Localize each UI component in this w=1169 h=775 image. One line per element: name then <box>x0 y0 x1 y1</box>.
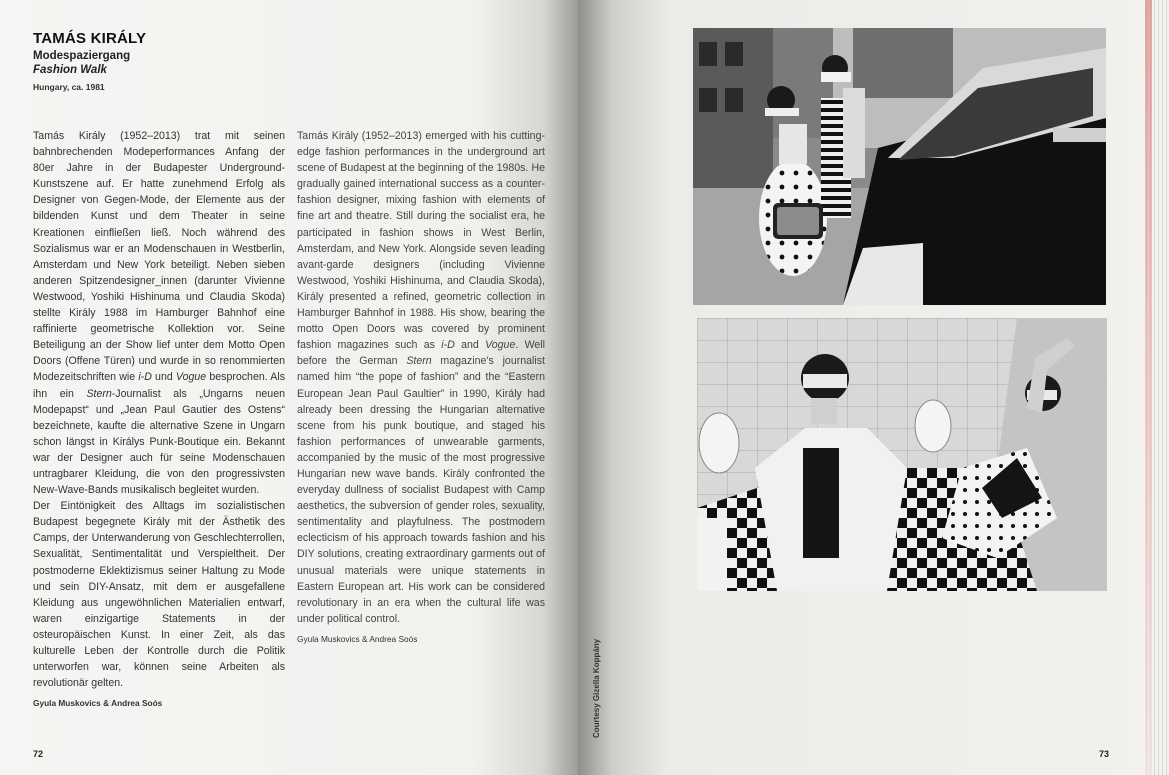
restroom-photo-graphic <box>697 318 1107 591</box>
german-author: Gyula Muskovics & Andrea Soós <box>33 698 163 709</box>
photo-restroom-performance <box>697 318 1107 591</box>
artwork-meta: Hungary, ca. 1981 <box>33 82 105 92</box>
street-photo-graphic <box>693 28 1106 305</box>
german-paragraph-2: Der Eintönigkeit des Alltags im sozialistischen Budapest begegnete Király mit der Ästhetik des Camps, der Unterwanderung von Geschlechterrollen, Sexualität, Sentimentalität und Verspieltheit. Der postmoderne Eklektizismus seiner Haltung zu Mode und sein DIY-Ansatz, mit dem er ausgefallene Kleidung aus ungewöhnlichen Materialien entwarf, waren einzigartige Statements in der osteuropäischen Kunst. In einer Zeit, als das kulturelle Leben der Kontrolle durch die Politik unterworfen war, können seine Arbeiten als revolutionär gelten. <box>33 500 285 690</box>
german-text-column <box>33 128 285 711</box>
artwork-header <box>33 30 146 92</box>
page-number-right: 73 <box>1099 749 1110 759</box>
english-text-column <box>297 128 545 647</box>
german-paragraph-1: Tamás Király (1952–2013) trat mit seinen bahnbrechenden Modeperformances Anfang der 80er Jahre in der Budapester Underground-Kunstszene auf. Er hatte zunehmend Erfolg als Designer von Gegen-Mode, der Elemente aus der bildenden Kunst und dem Theater in seine Kreationen einfließen ließ. Noch während des Sozialismus war er an Modenschauen in Westberlin, Amsterdam und New York beteiligt. Neben sieben anderen Spitzendesigner_innen (darunter Vivienne Westwood, Yoshiki Hishinuma und Claudia Skoda) stellte Király 1988 im Hamburger Bahnhof eine raffinierte geometrische Kollektion vor. Seine Beteiligung an der Show lief unter dem Motto Open Doors (Offene Türen) und wurde in so renommierten Modezeitschriften wie i-D und Vogue besprochen. Als ihn ein Stern-Journalist als „Ungarns neuen Modepapst“ und „Jean Paul Gautier des Ostens“ bezeichnete, kaufte die alternative Szene in Ungarn schon längst in Királys Punk-Boutique ein. Bekannt war der Designer auch für seine Modenschauen untragbarer Kleidung, die von den progressivsten New-Wave-Bands musikalisch begleitet wurden. <box>33 130 285 497</box>
page-edge-mark <box>1145 0 1152 775</box>
page-number-left: 72 <box>33 749 44 759</box>
title-german: Modespaziergang <box>33 50 131 62</box>
english-paragraph-1: Tamás Király (1952–2013) emerged with his cutting-edge fashion performances in the underground art scene of Budapest at the beginning of the 1980s. He gradually gained international success as a counter-fashion designer, mixing fashion with elements of fine art and theatre. Still during the socialist era, he participated in fashion shows in West Berlin, Amsterdam, and New York. Alongside seven leading avant-garde designers (including Vivienne Westwood, Yoshiki Hishinuma, and Claudia Skoda), Király presented a refined, geometric collection in Hamburger Bahnhof in 1988. His show, bearing the motto Open Doors was covered by prominent fashion magazines such as i-D and Vogue. Well before the German Stern magazine’s journalist named him “the pope of fashion” and the “Eastern European Jean Paul Gaultier” in 1990, Király had already been dressing the Hungarian alternative scene from his punk boutique, and staged his fashion performances of unwearable garments, accompanied by the music of the most progressive Hungarian new wave bands. Király confronted the everyday dullness of socialist Budapest with Camp aesthetics, the subversion of gender roles, sexuality, sentimentality and playfulness. The postmodern eclecticism of his approach towards fashion and his DIY solutions, creating extraordinary garments out of unusual materials were unique statements in Eastern European art. His work can be considered revolutionary in an era when the cultural life was under political control. <box>297 130 546 625</box>
artist-name: TAMÁS KIRÁLY <box>33 30 147 47</box>
photo-credit <box>592 726 702 738</box>
english-author: Gyula Muskovics & Andrea Soós <box>297 633 418 644</box>
photo-street-fashion-walk <box>693 28 1106 305</box>
title-english: Fashion Walk <box>33 64 107 76</box>
